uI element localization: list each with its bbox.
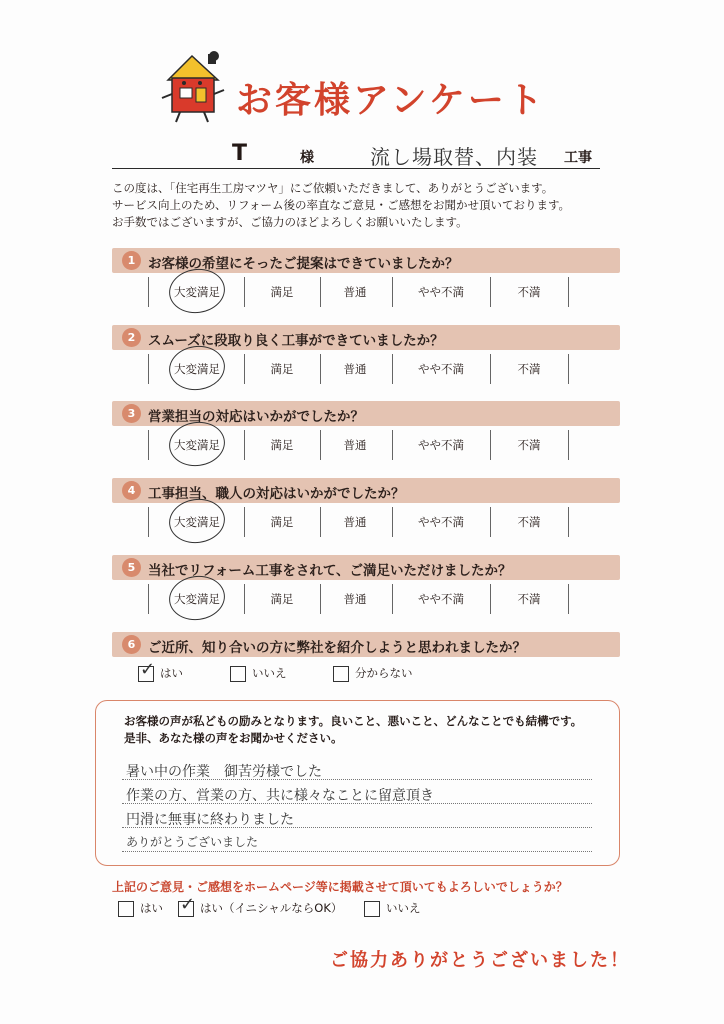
publish-question: 上記のご意見・ご感想をホームページ等に掲載させて頂いてもよろしいでしょうか？: [112, 880, 568, 894]
publish-choice-initials[interactable]: [178, 893, 343, 917]
option-divider: [320, 507, 321, 537]
option-divider: [148, 584, 149, 614]
option-divider: [148, 507, 149, 537]
option-divider: [244, 430, 245, 460]
question-text: スムーズに段取り良く工事ができていましたか？: [148, 333, 444, 349]
rating-option[interactable]: 満足: [270, 438, 294, 452]
option-divider: [392, 507, 393, 537]
rating-option[interactable]: やや不満: [418, 362, 464, 376]
rating-option[interactable]: 不満: [517, 592, 541, 606]
question-text: ご近所、知り合いの方に弊社を紹介しようと思われましたか？: [148, 640, 526, 656]
house-mascot-logo: [158, 50, 230, 126]
question-number: 6: [122, 635, 141, 654]
option-divider: [148, 430, 149, 460]
choice-label: いいえ: [386, 901, 421, 915]
option-divider: [392, 584, 393, 614]
rating-option[interactable]: 不満: [517, 285, 541, 299]
rating-option[interactable]: 不満: [517, 438, 541, 452]
rating-options-4: [112, 505, 620, 539]
voice-prompt-line: お客様の声が私どもの励みとなります。良いこと、悪いこと、どんなことでも結構です。: [124, 714, 583, 728]
choice-label: いいえ: [252, 666, 287, 680]
rating-option[interactable]: 大変満足: [174, 285, 220, 299]
checkbox[interactable]: [138, 658, 156, 682]
checkmark-icon: ✓: [180, 893, 196, 915]
choice-label: 分からない: [355, 666, 413, 680]
option-divider: [568, 354, 569, 384]
checkbox[interactable]: [178, 893, 196, 917]
rating-option[interactable]: 大変満足: [174, 438, 220, 452]
rating-options-1: [112, 275, 620, 309]
option-divider: [244, 277, 245, 307]
survey-title: お客様アンケート: [236, 80, 546, 121]
checkbox[interactable]: [364, 901, 380, 917]
intro-line: お手数ではございますが、ご協力のほどよろしくお願いいたします。: [112, 215, 468, 229]
checkbox[interactable]: [333, 666, 349, 682]
question-number: 4: [122, 481, 141, 500]
intro-text: [112, 180, 612, 231]
option-divider: [148, 354, 149, 384]
rating-option[interactable]: 大変満足: [174, 592, 220, 606]
checkmark-icon: ✓: [140, 658, 156, 680]
publish-choice-no[interactable]: [364, 899, 421, 917]
rating-option[interactable]: 普通: [343, 515, 367, 529]
rating-option[interactable]: やや不満: [418, 592, 464, 606]
customer-name[interactable]: T: [232, 141, 248, 166]
choice-label: はい: [140, 901, 163, 915]
publish-choice-yes[interactable]: [118, 899, 163, 917]
question-text: 工事担当、職人の対応はいかがでしたか？: [148, 486, 405, 502]
rating-option[interactable]: やや不満: [418, 438, 464, 452]
customer-row: [112, 135, 600, 171]
option-divider: [392, 430, 393, 460]
checkbox[interactable]: [118, 901, 134, 917]
option-divider: [490, 430, 491, 460]
work-description[interactable]: 流し場取替、内装: [370, 145, 538, 169]
thanks-message: ご協力ありがとうございました！: [330, 950, 630, 971]
option-divider: [320, 430, 321, 460]
rating-option[interactable]: やや不満: [418, 285, 464, 299]
rating-option[interactable]: 普通: [343, 592, 367, 606]
question-bar-6: [112, 632, 620, 657]
option-divider: [320, 584, 321, 614]
choice-label: はい（イニシャルならOK）: [200, 901, 343, 915]
rating-option[interactable]: 普通: [343, 362, 367, 376]
rating-options-5: [112, 582, 620, 616]
option-divider: [490, 277, 491, 307]
rating-options-2: [112, 352, 620, 386]
option-divider: [568, 507, 569, 537]
rating-options-3: [112, 428, 620, 462]
option-divider: [320, 354, 321, 384]
q6-choice-no[interactable]: [230, 664, 287, 682]
option-divider: [244, 507, 245, 537]
writing-rule: [122, 851, 592, 852]
rating-option[interactable]: 大変満足: [174, 515, 220, 529]
handwritten-comment: ありがとうございました: [126, 835, 259, 849]
rating-option[interactable]: 満足: [270, 362, 294, 376]
option-divider: [244, 354, 245, 384]
q6-choice-unknown[interactable]: [333, 664, 413, 682]
honorific-label: 様: [300, 150, 314, 166]
q6-choice-yes[interactable]: [138, 658, 183, 682]
handwritten-comment: 作業の方、営業の方、共に様々なことに留意頂き: [126, 788, 434, 804]
question-number: 2: [122, 328, 141, 347]
choice-label: はい: [160, 666, 183, 680]
voice-prompt: [124, 713, 582, 747]
rating-option[interactable]: 満足: [270, 285, 294, 299]
option-divider: [490, 584, 491, 614]
question-text: お客様の希望にそったご提案はできていましたか？: [148, 256, 459, 272]
option-divider: [244, 584, 245, 614]
option-divider: [392, 277, 393, 307]
handwritten-comment: 暑い中の作業 御苦労様でした: [126, 764, 322, 780]
option-divider: [568, 277, 569, 307]
rating-option[interactable]: 不満: [517, 362, 541, 376]
question-number: 1: [122, 251, 141, 270]
question-text: 営業担当の対応はいかがでしたか？: [148, 409, 364, 425]
rating-option[interactable]: やや不満: [418, 515, 464, 529]
rating-option[interactable]: 満足: [270, 592, 294, 606]
handwritten-comment: 円滑に無事に終わりました: [126, 812, 294, 828]
option-divider: [568, 584, 569, 614]
customer-voice-box: [95, 700, 620, 866]
rating-option[interactable]: 満足: [270, 515, 294, 529]
rating-option[interactable]: 普通: [343, 438, 367, 452]
option-divider: [490, 507, 491, 537]
rating-option[interactable]: 不満: [517, 515, 541, 529]
checkbox[interactable]: [230, 666, 246, 682]
option-divider: [568, 430, 569, 460]
rating-option[interactable]: 大変満足: [174, 362, 220, 376]
intro-line: この度は、「住宅再生工房マツヤ」にご依頼いただきまして、ありがとうございます。: [112, 181, 554, 195]
work-suffix-label: 工事: [564, 150, 592, 166]
option-divider: [148, 277, 149, 307]
question-text: 当社でリフォーム工事をされて、ご満足いただけましたか？: [148, 563, 512, 579]
rating-option[interactable]: 普通: [343, 285, 367, 299]
intro-line: サービス向上のため、リフォーム後の率直なご意見・ご感想をお聞かせ頂いております。: [112, 198, 571, 212]
voice-prompt-line: 是非、あなた様の声をお聞かせください。: [124, 731, 343, 745]
question-number: 3: [122, 404, 141, 423]
option-divider: [392, 354, 393, 384]
option-divider: [490, 354, 491, 384]
question-number: 5: [122, 558, 141, 577]
option-divider: [320, 277, 321, 307]
